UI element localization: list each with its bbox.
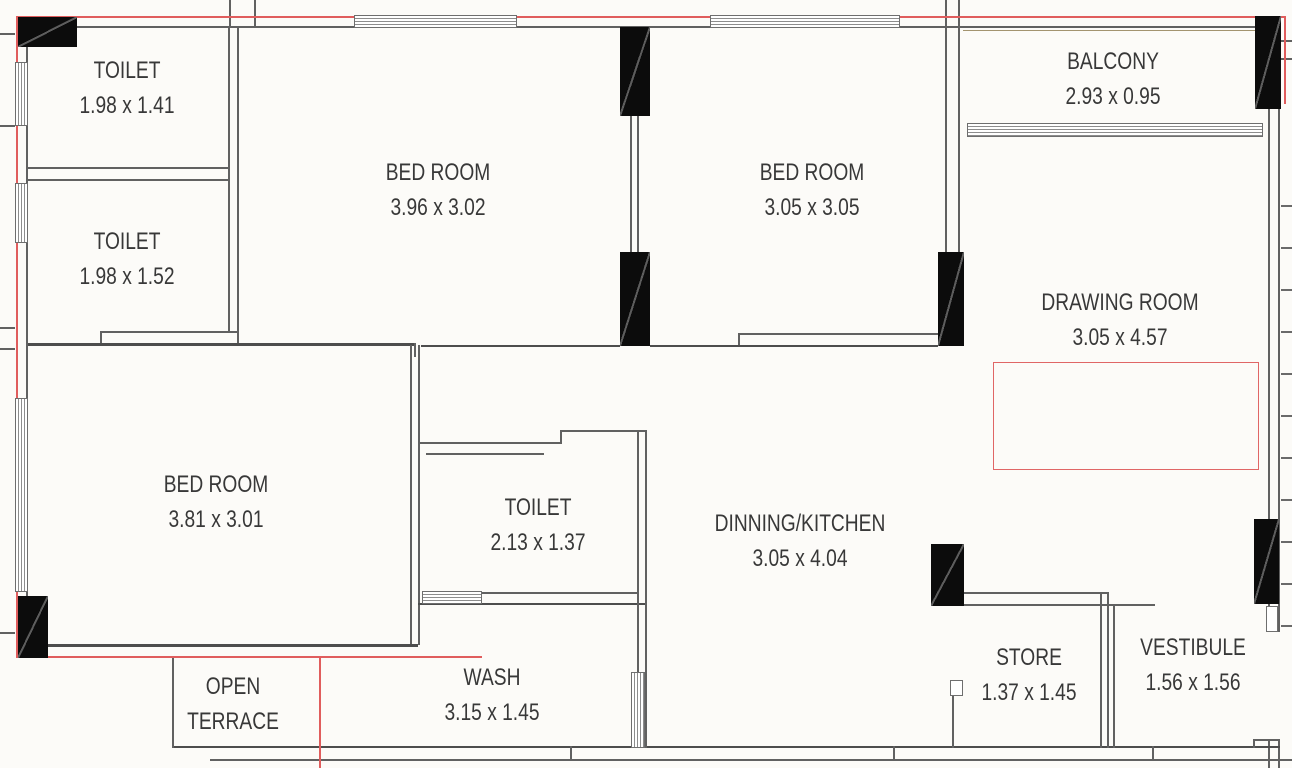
wall-store-right-b (1107, 592, 1109, 748)
room-name: DRAWING ROOM (1041, 289, 1199, 316)
wall-vestibule-left (1113, 604, 1115, 748)
wall-bottom-tick (893, 746, 895, 761)
room-name: TOILET (504, 494, 572, 521)
wall-toilets-right-a (228, 26, 230, 333)
room-label-bedroom-2 (760, 155, 865, 225)
room-name: BED ROOM (385, 159, 491, 186)
balcony-top-line (963, 30, 1265, 31)
wall-bedroom2-sill-end (738, 333, 740, 345)
room-name: WASH (463, 664, 521, 691)
window-bedroom2-top (710, 15, 900, 28)
column (620, 27, 650, 116)
dimension-tick (0, 327, 15, 329)
wall-spine-notch (414, 343, 416, 357)
wall-toilet3-inner-top (426, 453, 544, 455)
room-dims: 1.56 x 1.56 (1145, 669, 1241, 696)
wall-bedroom-divider-a (630, 116, 632, 252)
wall-terrace-left (172, 656, 174, 748)
wall-bedroom3-right-b (418, 345, 420, 645)
room-label-drawing-room (1041, 285, 1198, 355)
column (938, 252, 964, 346)
wall-toilets-right-b (237, 26, 239, 345)
watermark-box (993, 362, 1259, 470)
wall-wash-right (637, 605, 639, 672)
wall-outer-right-inner-lower (1268, 740, 1270, 768)
wall-spine-left (28, 343, 416, 346)
room-name: STORE (996, 644, 1062, 671)
wall-toilet-divider-a (28, 167, 230, 169)
window-wash (631, 672, 645, 748)
wall-vestibule-step-h (1253, 739, 1280, 741)
door-jamb-entrance (1266, 606, 1278, 632)
room-name: BED ROOM (759, 159, 865, 186)
red-boundary-top (16, 16, 1284, 18)
dimension-tick (254, 0, 256, 27)
room-name: TOILET (93, 57, 161, 84)
window-bedroom1-top (354, 15, 517, 28)
window-balcony-railing (967, 123, 1263, 137)
stair-tread (1281, 40, 1292, 42)
room-dims: 1.98 x 1.41 (79, 92, 175, 119)
wall-toilet3-right (637, 430, 639, 605)
room-label-balcony (1065, 44, 1160, 114)
red-terrace-line (319, 656, 321, 768)
room-dims: 3.05 x 3.05 (764, 194, 860, 221)
wall-toilet3-top-right (560, 430, 645, 432)
room-dims: 3.05 x 4.04 (752, 545, 848, 572)
red-boundary-bottom-left (16, 656, 482, 658)
column (931, 544, 964, 606)
wall-bedroom2-right-b (958, 0, 960, 252)
window-toilet1-left (15, 62, 28, 126)
room-label-vestibule (1140, 630, 1246, 700)
room-label-toilet-1 (79, 53, 174, 123)
room-label-bedroom-3 (164, 467, 269, 537)
room-dims: 3.05 x 4.57 (1072, 324, 1168, 351)
stair-treads (1281, 205, 1292, 632)
room-name: VESTIBULE (1140, 634, 1246, 661)
room-dims: 1.98 x 1.52 (79, 263, 175, 290)
red-boundary-right-top (1284, 16, 1286, 104)
room-dims: 3.15 x 1.45 (444, 699, 540, 726)
wall-spine-right (650, 345, 938, 347)
window-bedroom3-left (15, 398, 28, 592)
dimension-tick (0, 348, 15, 350)
door-jamb-store (950, 680, 963, 696)
column (18, 596, 48, 658)
room-dims: 3.81 x 3.01 (168, 506, 264, 533)
wall-bedroom2-sill (738, 333, 940, 335)
wall-store-top-b (964, 604, 1107, 606)
wall-toilet3-bottom-inner (481, 592, 639, 594)
wall-dinning-left (645, 430, 647, 748)
room-label-open-terrace (177, 669, 289, 739)
stair-tread (1281, 58, 1292, 60)
wall-bedroom3-bottom (47, 644, 418, 647)
wall-spine-mid (421, 345, 620, 347)
wall-outer-right-outer-lower (1278, 740, 1280, 768)
wall-store-right-a (1100, 592, 1102, 748)
column (18, 17, 77, 47)
room-dims: 2.93 x 0.95 (1065, 83, 1161, 110)
window-toilet2-left (15, 183, 28, 243)
room-dims: 1.37 x 1.45 (981, 679, 1077, 706)
room-dims: 3.96 x 3.02 (390, 194, 486, 221)
wall-bottom-tick (1152, 746, 1154, 761)
room-label-dinning-kitchen (715, 506, 886, 576)
dimension-tick (0, 125, 15, 127)
room-label-toilet-2 (79, 224, 174, 294)
wall-bedroom-divider-b (637, 116, 639, 252)
wall-toilet3-top-step (560, 430, 562, 444)
room-name: BALCONY (1067, 48, 1159, 75)
dimension-tick (0, 33, 15, 35)
wall-plot-bottom (210, 759, 1292, 761)
wall-outer-top (28, 26, 1280, 28)
dimension-tick (0, 632, 15, 634)
wall-bedroom3-right-a (410, 345, 412, 645)
dimension-tick (229, 0, 231, 27)
wall-toilet3-top-left (418, 442, 562, 444)
column (620, 252, 650, 346)
column (1254, 519, 1279, 604)
wall-bedroom2-right-a (945, 0, 947, 252)
wall-store-top-a (964, 592, 1107, 594)
window-toilet3 (422, 591, 482, 604)
wall-vestibule-step-v (1253, 739, 1255, 748)
room-label-store (981, 640, 1076, 710)
room-name: OPEN TERRACE (187, 673, 279, 735)
wall-bottom-tick (570, 746, 572, 761)
room-label-toilet-3 (490, 490, 585, 560)
room-label-wash (444, 660, 539, 730)
wall-toilet2-bottom (100, 331, 238, 333)
room-dims: 2.13 x 1.37 (490, 529, 586, 556)
column (1255, 16, 1281, 109)
room-label-bedroom-1 (386, 155, 491, 225)
room-name: TOILET (93, 228, 161, 255)
room-name: DINNING/KITCHEN (714, 510, 886, 537)
room-name: BED ROOM (163, 471, 269, 498)
wall-toilet-divider-b (28, 179, 230, 181)
